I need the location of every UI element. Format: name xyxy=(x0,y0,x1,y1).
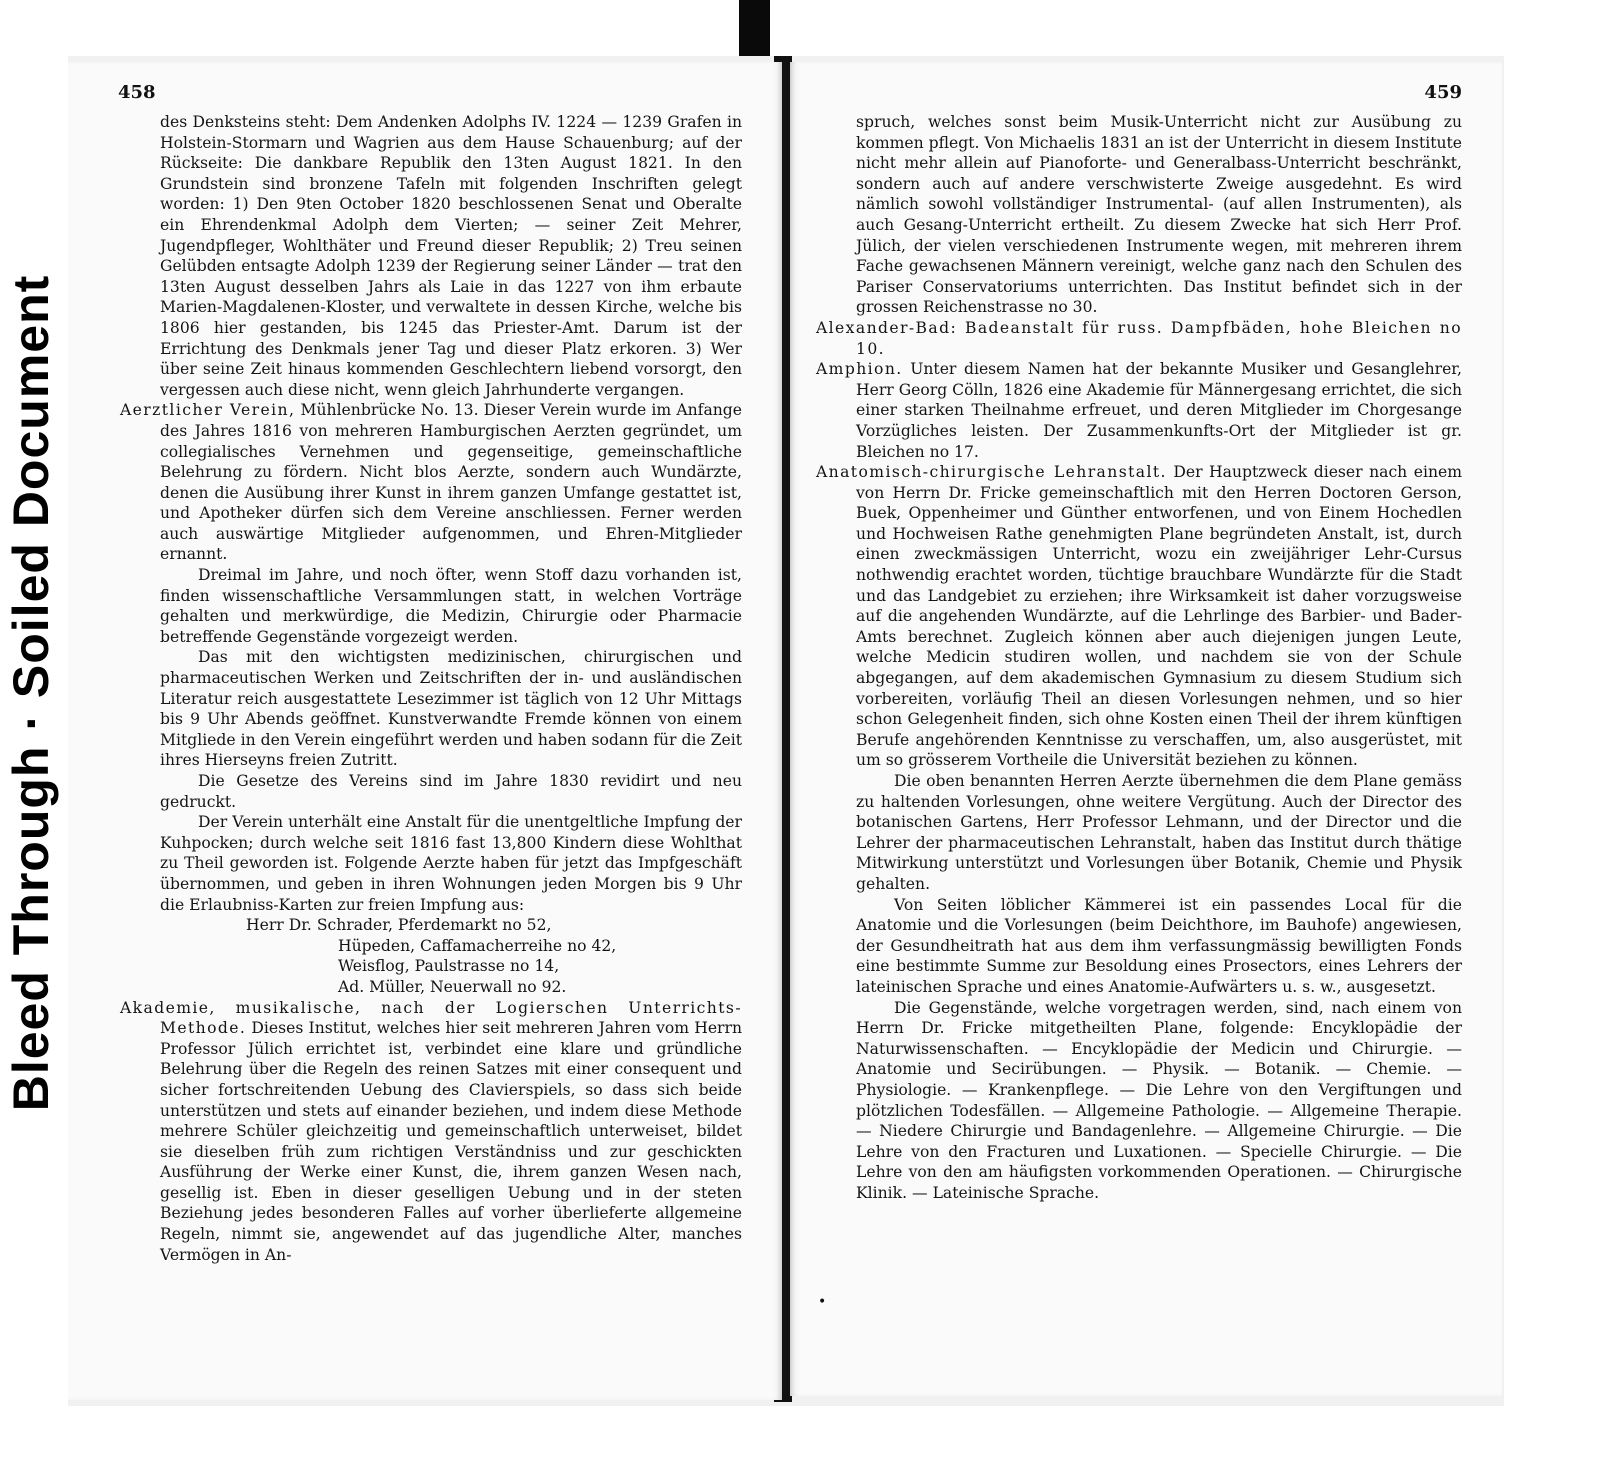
right-text-column xyxy=(816,112,1462,1203)
entry-lemma: Aerztlicher Verein, xyxy=(120,401,296,420)
entry-lemma: Alexander-Bad: Badeanstalt für russ. Dampfbäden, hohe Bleichen no 10. xyxy=(816,318,1462,358)
left-text-column xyxy=(120,112,742,1265)
paragraph-gesetze: Die Gesetze des Vereins sind im Jahre 1830 revidirt und neu gedruckt. xyxy=(160,772,742,811)
binding-shadow xyxy=(739,0,770,56)
entry-alexander-bad xyxy=(816,318,1462,359)
paragraph-versammlungen: Dreimal im Jahre, und noch öfter, wenn Stoff dazu vorhanden ist, finden wissenschaftliche Versammlungen statt, in welchen Vorträge gehalten und merkwürdige, die Medizin, Chirurgie oder Pharmacie betreffende Gegenstände vorgezeigt werden. xyxy=(160,566,742,646)
entry-akademie-musikalische xyxy=(120,998,742,1266)
list-item: Ad. Müller, Neuerwall no 92. xyxy=(338,977,567,996)
right-page xyxy=(790,62,1502,1396)
paragraph-impfung: Der Verein unterhält eine Anstalt für die unentgeltliche Impfung der Kuhpocken; durch welche seit 1816 fast 13,800 Kindern diese Wohlthat zu Theil geworden ist. Folgende Aerzte haben für jetzt das Impfgeschäft übernommen, und geben in ihren Wohnungen jeden Morgen bis 9 Uhr die Erlaubniss-Karten zur freien Impfung aus: xyxy=(160,813,742,914)
paragraph-gegenstaende: Die Gegenstände, welche vorgetragen werden, sind, nach einem von Herrn Dr. Fricke mitgetheilten Plane, folgende: Encyklopädie der Naturwissenschaften. — Encyklopädie der Medicin und Chirurgie. — Anatomie und Secirübungen. — Physik. — Botanik. — Chemie. — Physiologie. — Krankenpflege. — Die Lehre von den Vergiftungen und plötzlichen Todesfällen. — Allgemeine Pathologie. — Allgemeine Therapie. — Niedere Chirurgie und Bandagenlehre. — Allgemeine Chirurgie. — Die Lehre von den Fracturen und Luxationen. — Specielle Chirurgie. — Die Lehre von den am häufigsten vorkommenden Operationen. — Chirurgische Klinik. — Lateinische Sprache. xyxy=(856,998,1462,1202)
entry-body: Mühlenbrücke No. 13. Dieser Verein wurde im Anfange des Jahres 1816 von mehreren Hamburgischen Aerzten gegründet, um collegialisches Vernehmen und gegenseitige, gemeinschaftliche Belehrung zu fördern. Nicht blos Aerzte, sondern auch Wundärzte, denen die Ausübung ihrer Kunst in ihrem ganzen Umfange gestattet ist, und Apotheker dürfen sich dem Vereine anschliessen. Ferner werden auch auswärtige Mitglieder aufgenommen, und Ehren-Mitglieder ernannt. xyxy=(160,401,742,564)
document-condition-stamp xyxy=(0,118,62,1268)
entry-lemma: Akademie, musikalische, nach der Logierschen Unterrichts-Methode. xyxy=(120,998,742,1038)
paragraph-vorlesungen: Die oben benannten Herren Aerzte übernehmen die dem Plane gemäss zu haltenden Vorlesungen, ohne weitere Vergütung. Auch der Director des botanischen Gartens, Herr Professor Lehmann, und der Director und die Lehrer der pharmaceutischen Lehranstalt, haben das Institut durch thätige Mitwirkung unterstützt und Vorlesungen über Botanik, Chemie und Physik gehalten. xyxy=(856,772,1462,893)
paragraph-denkstein: des Denksteins steht: Dem Andenken Adolphs IV. 1224 — 1239 Grafen in Holstein-Stormarn und Wagrien aus dem Hause Schauenburg; auf der Rückseite: Die dankbare Republik den 13ten August 1821. In den Grundstein sind bronzene Tafeln mit folgenden Inschriften gelegt worden: 1) Den 9ten October 1820 beschlossenen Senat und Oberalte ein Ehrendenkmal Adolph dem Vierten; — seiner Zeit Mehrer, Jugendpfleger, Wohlthäter und Freund dieser Republik; 2) Treu seinen Gelübden entsagte Adolph 1239 der Regierung seiner Länder — trat den 13ten August desselben Jahrs als Laie in das 1227 von ihm erbaute Marien-Magdalenen-Kloster, und verwaltete in dessen Kirche, welche bis 1806 hier gestanden, bis 1245 das Priester-Amt. Darum ist der Errichtung des Denkmals jener Tag und dieser Platz erkoren. 3) Wer über seine Zeit hinaus kommenden Geschlechtern liebend vorsorgt, den vergessen auch diese nicht, wenn gleich Jahrhunderte vergangen. xyxy=(160,113,742,399)
ink-speck: • xyxy=(818,1294,827,1310)
list-item: Herr Dr. Schrader, Pferdemarkt no 52, xyxy=(246,916,552,935)
left-page xyxy=(68,62,782,1400)
page-number-right: 459 xyxy=(1424,82,1462,103)
paragraph-lesezimmer: Das mit den wichtigsten medizinischen, chirurgischen und pharmaceutischen Werken und Zeitschriften der in- und ausländischen Literatur reich ausgestattete Lesezimmer ist täglich von 12 Uhr Mittags bis 9 Uhr Abends geöffnet. Kunstverwandte Fremde können von einem Mitgliede in den Verein eingeführt werden und haben sodann für die Zeit ihres Hierseyns freien Zutritt. xyxy=(160,648,742,770)
impfaerzte-list xyxy=(120,915,742,997)
paragraph-kaemmerei: Von Seiten löblicher Kämmerei ist ein passendes Local für die Anatomie und die Vorlesungen (beim Deichthore, im Bauhofe) angewiesen, der Gesundheitrath hat aus dem ihm verfassungmässig bewilligten Fonds eine bestimmte Summe zur Besoldung eines Prosectors, eines Lehrers der lateinischen Sprache und eines Anatomie-Aufwärters u. s. w., ausgesetzt. xyxy=(856,895,1462,996)
entry-aerztlicher-verein xyxy=(120,400,742,565)
stamp-text: Bleed Through · Soiled Document xyxy=(3,274,59,1112)
entry-lemma: Anatomisch-chirurgische Lehranstalt. xyxy=(816,463,1167,482)
entry-lemma: Amphion. xyxy=(816,360,903,379)
entry-body: Der Hauptzweck dieser nach einem von Herrn Dr. Fricke gemeinschaftlich mit den Herren Doctoren Gerson, Buek, Oppenheimer und Günther entworfenen, und von Einem Hochedlen und Hochweisen Rathe genehmigten Plane begründeten Anstalt, ist, durch einen zweckmässigen Unterricht, wozu ein zweijähriger Lehr-Cursus nothwendig erachtet worden, tüchtige brauchbare Wundärzte für die Stadt und das Landgebiet zu erziehen; ihre Wirksamkeit ist daher vorzugsweise auf die angehenden Wundärzte, auf die Lehrlinge des Barbier- und Bader-Amts berechnet. Zugleich können aber auch diejenigen jungen Leute, welche Medicin studiren wollen, und nachdem sie von der Schule abgegangen, auf dem akademischen Gymnasium zu diesem Studium sich vorbereiten, vorläufig Theil an diesen Vorlesungen nehmen, und so hier schon Gelegenheit finden, sich ohne Kosten einen Theil der ihrem künftigen Berufe angehörenden Kenntnisse zu verschaffen, um, also ausgerüstet, mit um so grösserem Vortheile die Universität beziehen zu können. xyxy=(856,463,1462,770)
entry-body: Dieses Institut, welches hier seit mehreren Jahren vom Herrn Professor Jülich errichtet ist, verbindet eine klare und gründliche Belehrung über die Regeln des reinen Satzes mit einer consequent und sicher fortschreitenden Uebung des Clavierspiels, so dass sich beide unterstützen und stets auf einander beziehen, und indem diese Methode mehrere Schüler gleichzeitig und gemeinschaftlich unterweiset, bildet sie dieselben früh zum richtigen Verständniss und zur geschickten Ausführung der Werke einer Kunst, die, ihrem ganzen Wesen nach, gesellig ist. Eben in dieser geselligen Uebung und in der steten Beziehung jedes besonderen Falles auf vorher überlieferte allgemeine Regeln, nimmt sie, angewendet auf das jugendliche Alter, manches Vermögen in An- xyxy=(160,1019,742,1264)
paragraph-akademie-continued: spruch, welches sonst beim Musik-Unterricht nicht zur Ausübung zu kommen pflegt. Von Michaelis 1831 an ist der Unterricht in diesem Institute nicht mehr allein auf Pianoforte- und Generalbass-Unterricht beschränkt, sondern auch auf andere verschwisterte Zweige ausgedehnt. Es wird nämlich sowohl vollständiger Instrumental- (auf allen Instrumenten), als auch Gesang-Unterricht ertheilt. Zu diesem Zwecke hat sich Herr Prof. Jülich, der vielen verschiedenen Instrumente wegen, mit mehreren ihrem Fache gewachsenen Männern vereinigt, welche ganz nach den Schulen des Pariser Conservatoriums unterrichten. Das Institut befindet sich in der grossen Reichenstrasse no 30. xyxy=(856,113,1462,317)
list-item: Weisflog, Paulstrasse no 14, xyxy=(338,957,560,976)
list-item: Hüpeden, Caffamacherreihe no 42, xyxy=(338,936,617,955)
entry-body: Unter diesem Namen hat der bekannte Musiker und Gesanglehrer, Herr Georg Cölln, 1826 eine Akademie für Männergesang errichtet, die sich einer starken Theilnahme erfreuet, und deren Mitglieder im Chorgesange Vorzügliches leisten. Der Zusammenkunfts-Ort der Mitglieder ist gr. Bleichen no 17. xyxy=(856,360,1462,461)
entry-anatomisch-chirurgische-lehranstalt xyxy=(816,462,1462,771)
entry-amphion xyxy=(816,359,1462,462)
page-number-left: 458 xyxy=(118,82,156,103)
